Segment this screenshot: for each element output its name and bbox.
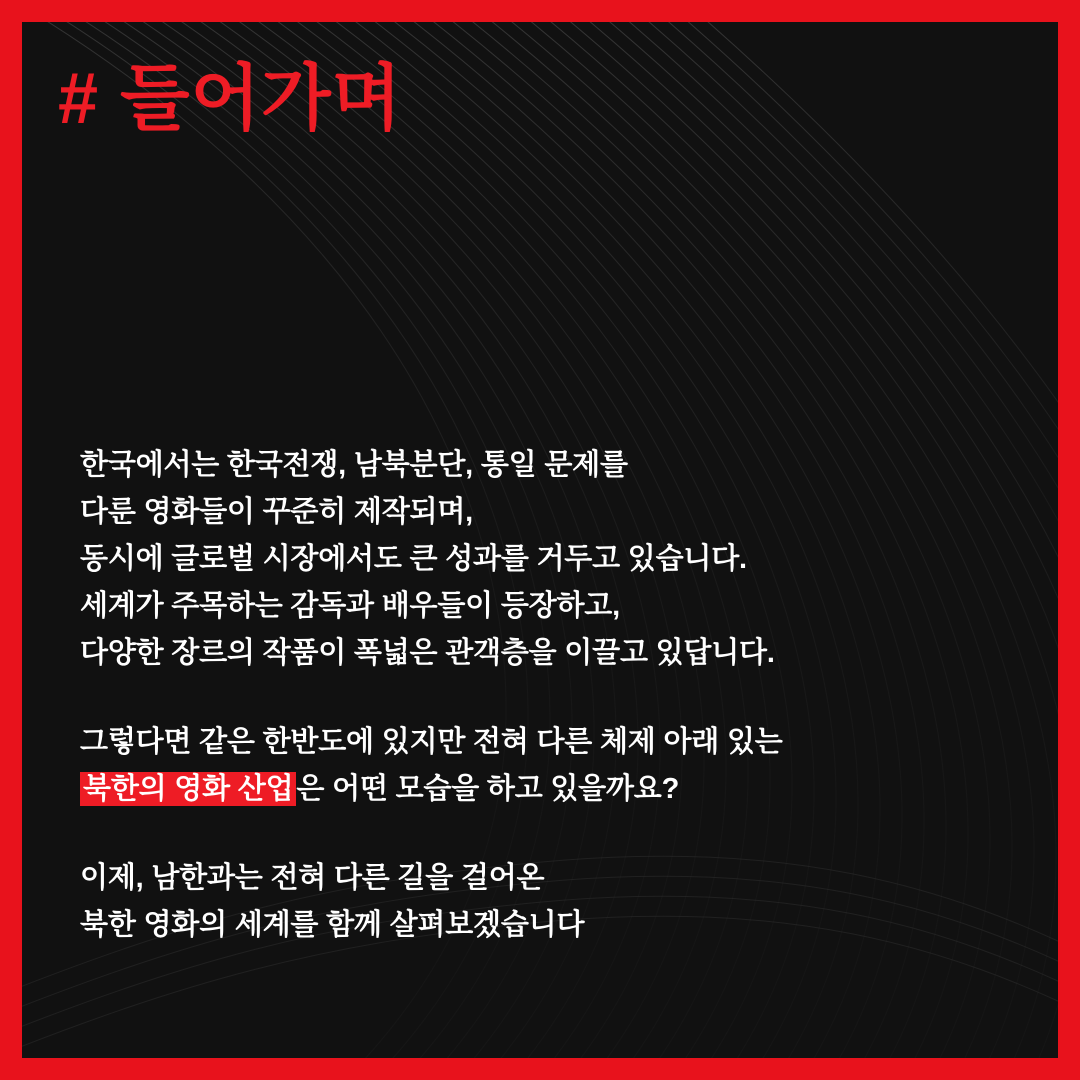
text-line: 동시에 글로벌 시장에서도 큰 성과를 거두고 있습니다. [80, 542, 747, 575]
text-line-highlighted [80, 766, 1018, 813]
paragraph-question [80, 719, 1018, 813]
text-line: 세계가 주목하는 감독과 배우들이 등장하고, [80, 589, 620, 622]
text-line: 다룬 영화들이 꾸준히 제작되며, [80, 495, 474, 528]
highlight-phrase: 북한의 영화 산업 [80, 772, 296, 806]
text-line: 이제, 남한과는 전혀 다른 길을 걸어온 [80, 861, 545, 894]
text-line: 그렇다면 같은 한반도에 있지만 전혀 다른 체제 아래 있는 [80, 725, 783, 758]
paragraph-closing [80, 855, 1018, 949]
body-content [80, 442, 1018, 949]
paragraph-intro [80, 442, 1018, 677]
text-line: 북한 영화의 세계를 함께 살펴보겠습니다 [80, 908, 585, 941]
text-line: 한국에서는 한국전쟁, 남북분단, 통일 문제를 [80, 449, 628, 481]
text-line: 다양한 장르의 작품이 폭넓은 관객층을 이끌고 있답니다. [80, 636, 775, 669]
text-after-highlight: 은 어떤 모습을 하고 있을까요? [296, 772, 680, 805]
page-title: # 들어가며 [58, 59, 403, 139]
slide-inner [22, 22, 1058, 1058]
